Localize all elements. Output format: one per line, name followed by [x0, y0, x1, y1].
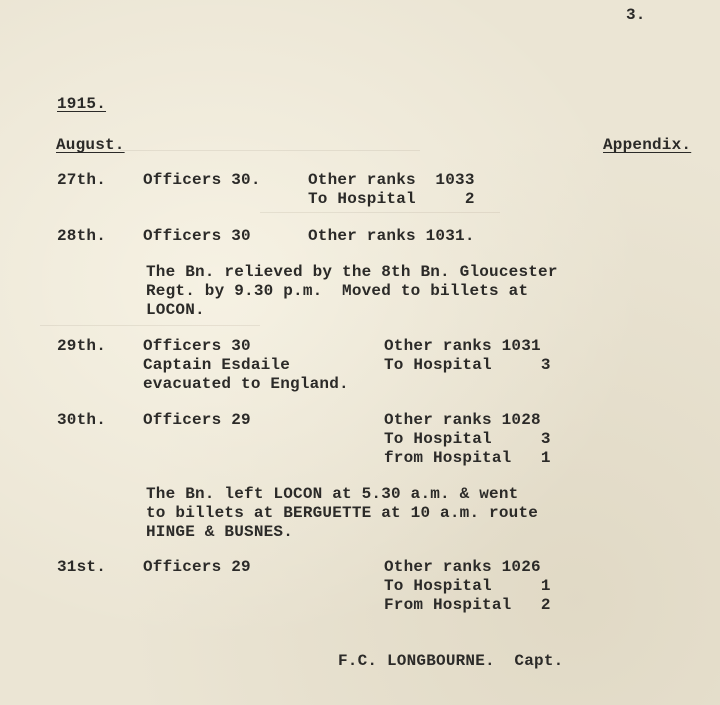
entry-note-line: The Bn. relieved by the 8th Bn. Gloucester: [146, 263, 558, 281]
entry-note-line: Regt. by 9.30 p.m. Moved to billets at: [146, 282, 529, 300]
entry-remark: evacuated to England.: [143, 375, 349, 393]
entry-date: 31st.: [57, 558, 107, 576]
page-number: 3.: [626, 6, 646, 24]
year-heading: 1915.: [57, 95, 107, 113]
appendix-heading: Appendix.: [603, 136, 692, 154]
other-ranks-count: Other ranks 1033: [308, 171, 475, 189]
entry-note-line: The Bn. left LOCON at 5.30 a.m. & went: [146, 485, 519, 503]
month-heading: August.: [56, 136, 125, 154]
entry-note-line: LOCON.: [146, 301, 205, 319]
other-ranks-count: Other ranks 1031: [384, 337, 541, 355]
other-ranks-count: Other ranks 1028: [384, 411, 541, 429]
entry-note-line: to billets at BERGUETTE at 10 a.m. route: [146, 504, 539, 522]
entry-remark: Captain Esdaile: [143, 356, 291, 374]
officers-count: Officers 30.: [143, 171, 261, 189]
signature-line: F.C. LONGBOURNE. Capt.: [338, 652, 564, 670]
to-hospital-count: To Hospital 3: [384, 430, 551, 448]
entry-date: 28th.: [57, 227, 107, 245]
entry-date: 27th.: [57, 171, 107, 189]
other-ranks-count: Other ranks 1026: [384, 558, 541, 576]
officers-count: Officers 29: [143, 558, 251, 576]
officers-count: Officers 30: [143, 227, 251, 245]
bleed-through-line: [120, 150, 420, 151]
to-hospital-count: To Hospital 3: [384, 356, 551, 374]
entry-note-line: HINGE & BUSNES.: [146, 523, 294, 541]
bleed-through-line: [40, 325, 260, 326]
bleed-through-line: [260, 212, 500, 213]
officers-count: Officers 30: [143, 337, 251, 355]
to-hospital-count: To Hospital 2: [308, 190, 475, 208]
from-hospital-count: From Hospital 2: [384, 596, 551, 614]
from-hospital-count: from Hospital 1: [384, 449, 551, 467]
entry-date: 29th.: [57, 337, 107, 355]
officers-count: Officers 29: [143, 411, 251, 429]
entry-date: 30th.: [57, 411, 107, 429]
to-hospital-count: To Hospital 1: [384, 577, 551, 595]
other-ranks-count: Other ranks 1031.: [308, 227, 475, 245]
